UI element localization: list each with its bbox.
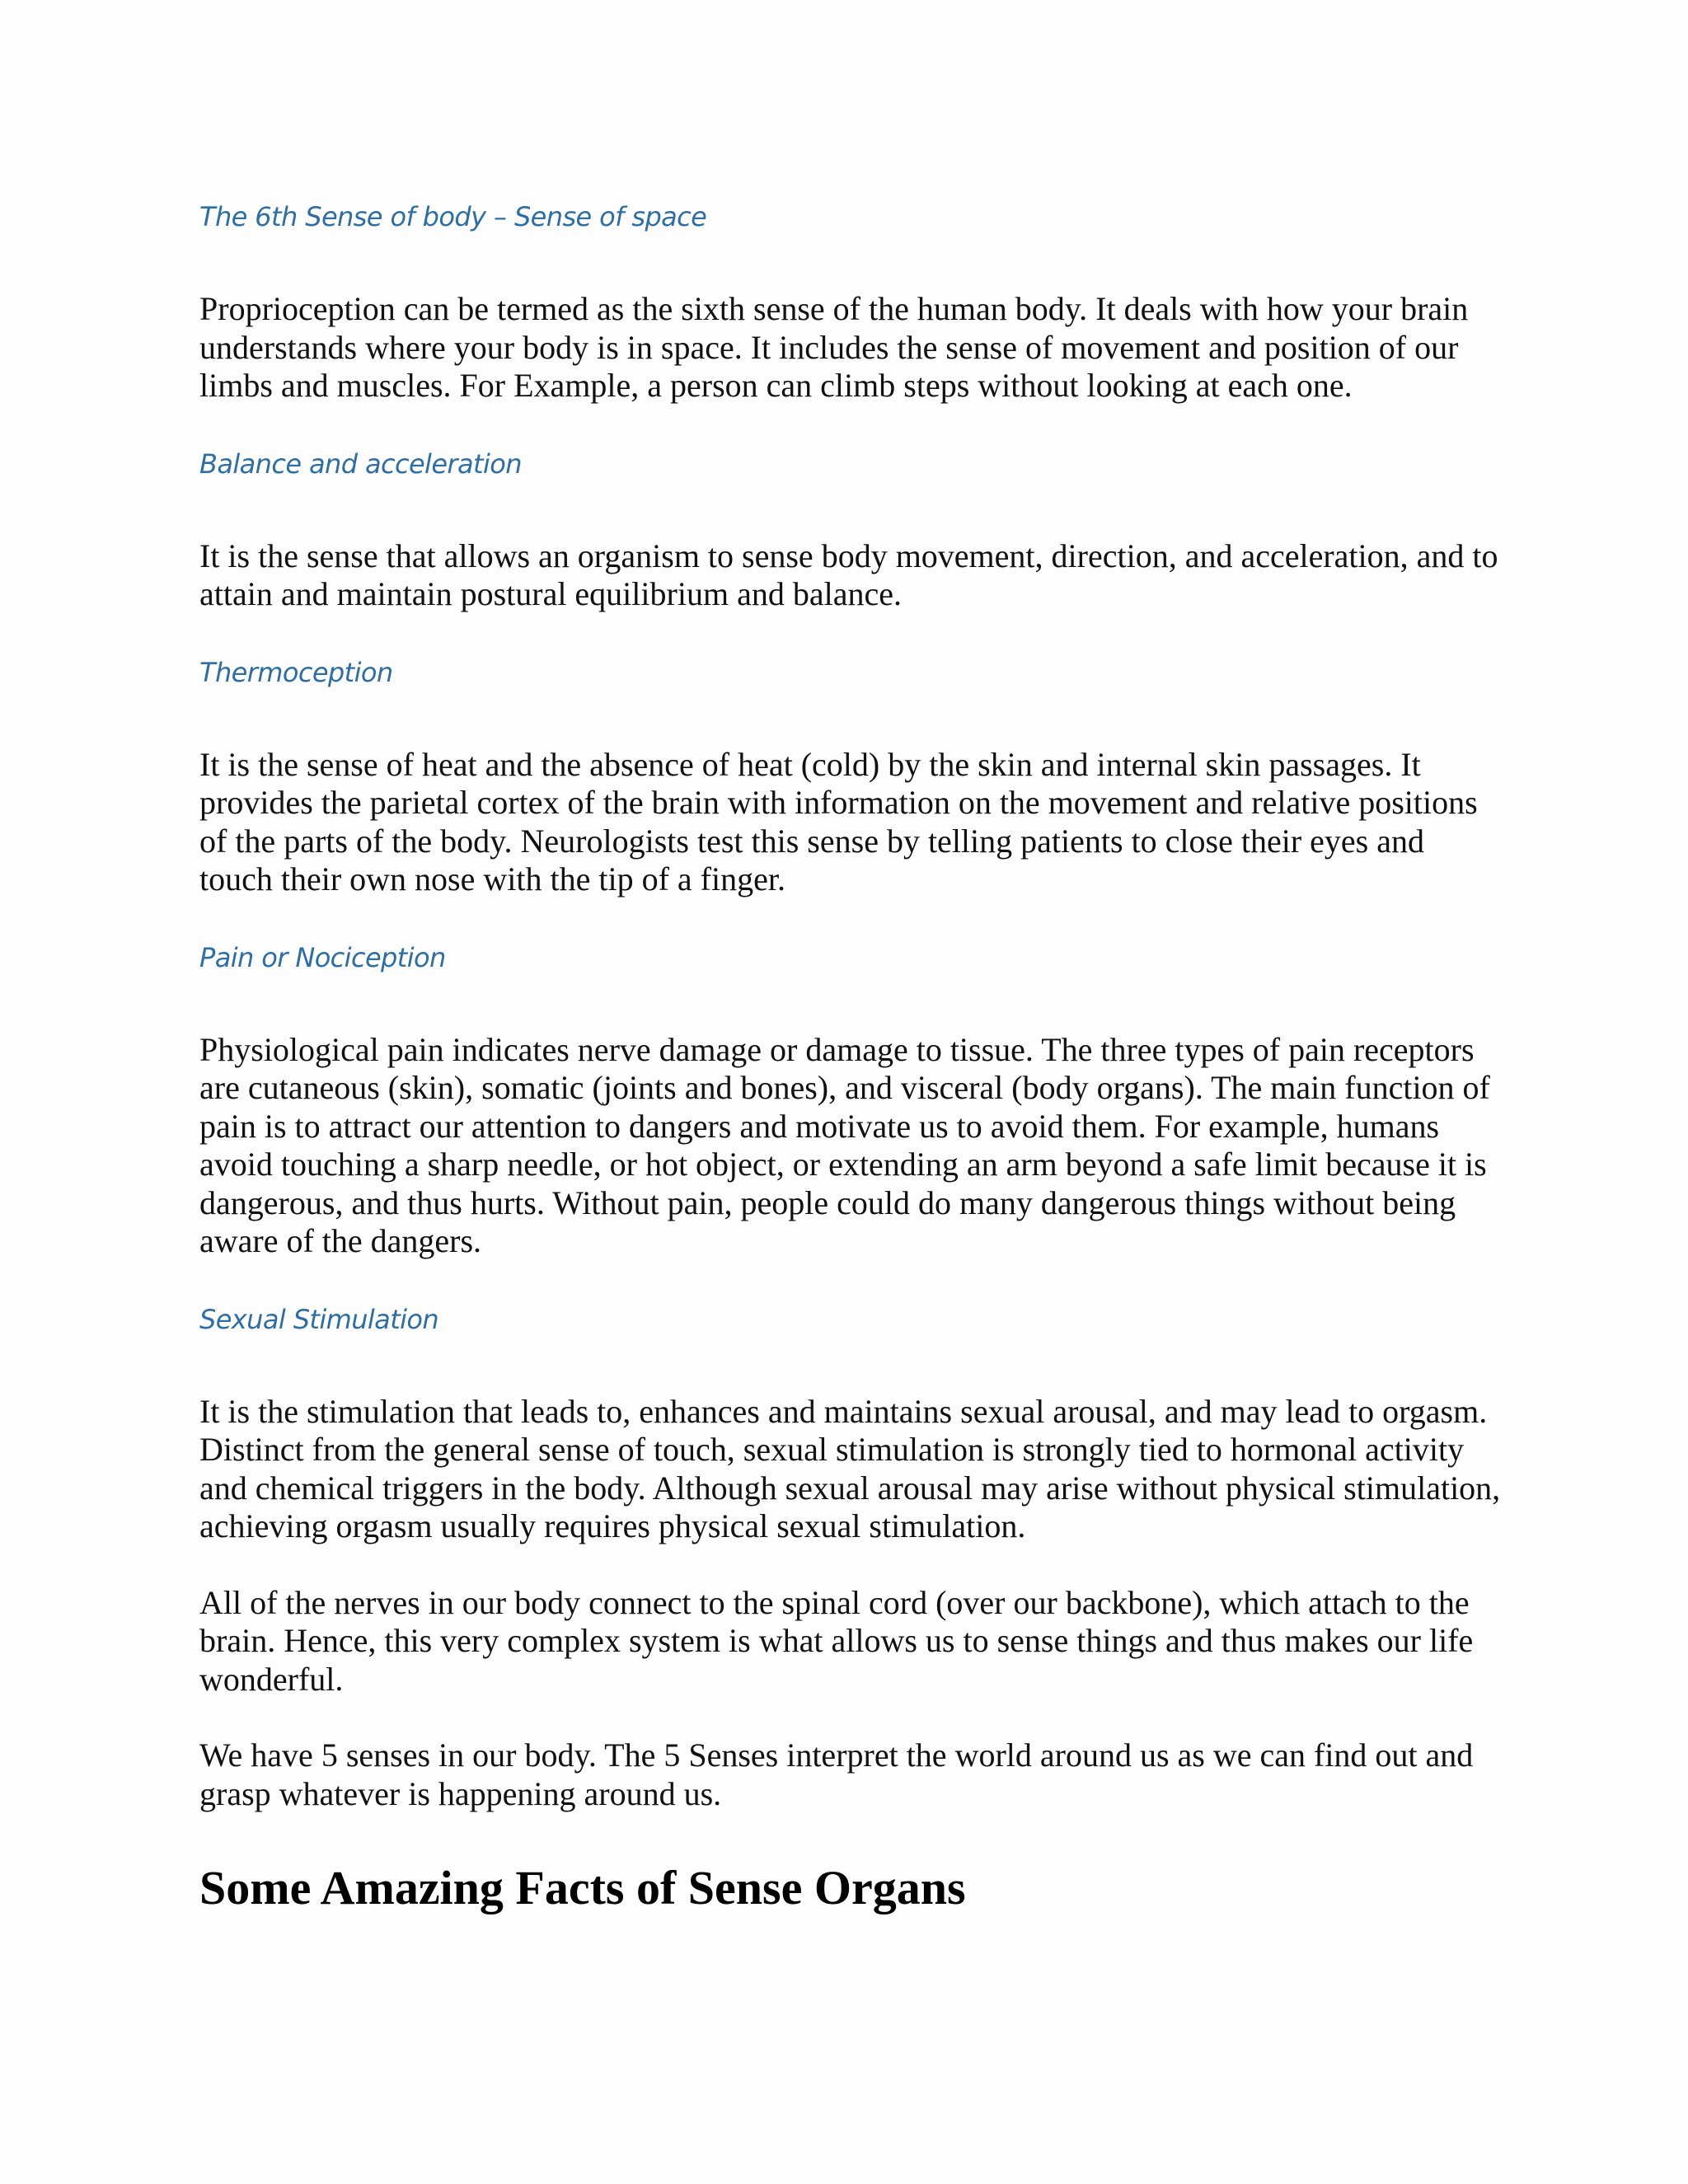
paragraph-balance: It is the sense that allows an organism to sense body movement, direction, and acceleration, and to attain and maintain postural equilibrium and balance. bbox=[199, 537, 1498, 612]
paragraph-nerves: All of the nerves in our body connect to the spinal cord (over our backbone), which attach to the brain. Hence, this very complex system is what allows us to sense things and thus makes our life wonderful. bbox=[199, 1583, 1474, 1698]
paragraph-five-senses: We have 5 senses in our body. The 5 Senses interpret the world around us as we can find out and grasp whatever is happening around us. bbox=[199, 1736, 1474, 1812]
section-heading-sexual-stimulation: Sexual Stimulation bbox=[199, 1303, 439, 1335]
main-heading: Some Amazing Facts of Sense Organs bbox=[199, 1861, 966, 1915]
paragraph-sexual-stimulation: It is the stimulation that leads to, enhances and maintains sexual arousal, and may lead to orgasm. Distinct from the general sense of touch, sexual stimulation is strongly tied to hormonal activity and chemical triggers in the body. Although sexual arousal may arise without physical stimulation, achieving orgasm usually requires physical sexual stimulation. bbox=[199, 1392, 1501, 1544]
document-content bbox=[199, 194, 1502, 1917]
section-heading-pain: Pain or Nociception bbox=[199, 941, 446, 973]
section-heading-sense-of-space: The 6th Sense of body – Sense of space bbox=[199, 201, 707, 232]
paragraph-proprioception: Proprioception can be termed as the sixth sense of the human body. It deals with how your brain understands where your body is in space. It includes the sense of movement and position of our limbs and muscles. For Example, a person can climb steps without looking at each one. bbox=[199, 290, 1469, 404]
section-heading-thermoception: Thermoception bbox=[199, 656, 393, 688]
section-heading-balance: Balance and acceleration bbox=[199, 448, 522, 480]
paragraph-pain: Physiological pain indicates nerve damage or damage to tissue. The three types of pain receptors are cutaneous (skin), somatic (joints and bones), and visceral (body organs). The main function of pain is to attract our attention to dangers and motivate us to avoid them. For example, humans avoid touching a sharp needle, or hot object, or extending an arm beyond a safe limit because it is dangerous, and thus hurts. Without pain, people could do many dangerous things without being aware of the dangers. bbox=[199, 1030, 1490, 1259]
paragraph-thermoception: It is the sense of heat and the absence of heat (cold) by the skin and internal skin passages. It provides the parietal cortex of the brain with information on the movement and relative positions of the parts of the body. Neurologists test this sense by telling patients to close their eyes and touch their own nose with the tip of a finger. bbox=[199, 745, 1478, 898]
